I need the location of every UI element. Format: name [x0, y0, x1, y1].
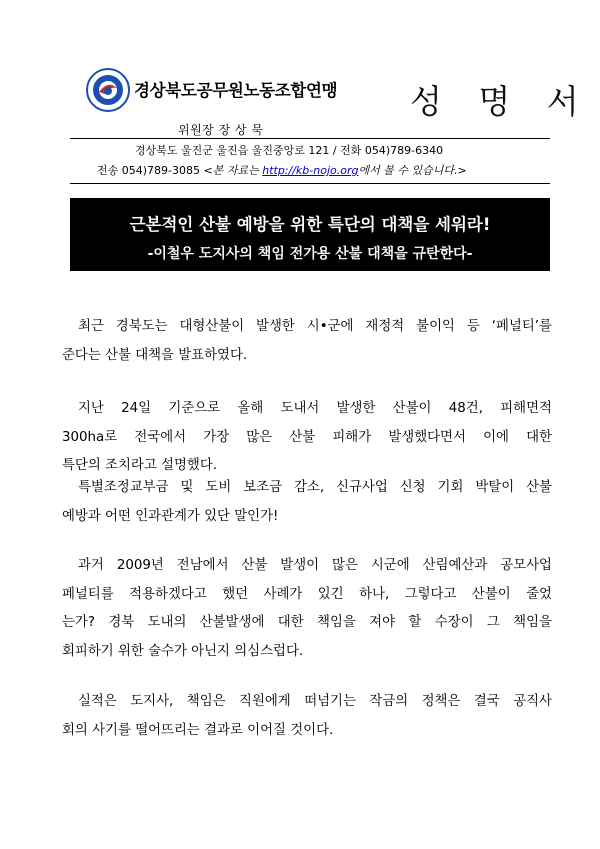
contact-line: [97, 162, 467, 178]
paragraph-line: 는가? 경북 도내의 산불발생에 대한 책임을 져야 할 수장이 그 책임을: [62, 615, 552, 630]
document-title: 성 명 서: [410, 82, 592, 121]
paragraph-line: 300ha로 전국에서 가장 많은 산불 피해가 발생했다면서 이에 대한: [62, 429, 552, 445]
fax-number: 전송 054)789-3085: [97, 164, 200, 177]
paragraph-line: 특별조정교부금 및 도비 보조금 감소, 신규사업 신청 기회 박탈이 산불: [78, 480, 552, 495]
paragraph-line: 준다는 산불 대책을 발표하였다.: [62, 347, 248, 363]
paragraph-line: 지난 24일 기준으로 올해 도내서 발생한 산불이 48건, 피해면적: [78, 401, 552, 416]
source-suffix: 에서 볼 수 있습니다.>: [358, 164, 467, 177]
paragraph-2: [62, 395, 552, 481]
union-logo: [86, 68, 130, 112]
source-link[interactable]: http://kb-nojo.org: [262, 164, 359, 177]
paragraph-line: 예방과 어떤 인과관계가 있단 말인가!: [62, 508, 279, 524]
paragraph-line: 과거 2009년 전남에서 산불 발생이 많은 시군에 산림예산과 공모사업: [78, 558, 552, 573]
subheadline: -이철우 도지사의 책임 전가용 산불 대책을 규탄한다-: [147, 246, 473, 262]
chairperson: 위원장 장 상 묵: [178, 123, 264, 137]
paragraph-line: 실적은 도지사, 책임은 직원에게 떠넘기는 작금의 정책은 결국 공직사: [78, 694, 552, 709]
paragraph-line: 회피하기 위한 술수가 아닌지 의심스럽다.: [62, 643, 304, 659]
headline: 근본적인 산불 예방을 위한 특단의 대책을 세워라!: [129, 215, 491, 234]
header-divider-top: [70, 138, 550, 139]
paragraph-line: 페널티를 적용하겠다고 했던 사례가 있긴 하나, 그렇다고 산불이 줄었: [62, 586, 552, 602]
paragraph-line: 회의 사기를 떨어뜨리는 결과로 이어질 것이다.: [62, 722, 334, 738]
paragraph-3: [62, 474, 552, 531]
header-divider-bottom: [70, 183, 550, 184]
source-prefix: <본 자료는: [203, 164, 263, 177]
paragraph-1: [62, 313, 552, 370]
paragraph-4: [62, 552, 552, 666]
headline-banner: [70, 198, 550, 271]
org-name: 경상북도공무원노동조합연맹: [134, 81, 338, 100]
address-line: 경상북도 울진군 울진읍 울진중앙로 121 / 전화 054)789-6340: [135, 144, 444, 157]
paragraph-5: [62, 688, 552, 745]
paragraph-line: 최근 경북도는 대형산불이 발생한 시•군에 재정적 불이익 등 ‘페널티’를: [78, 319, 552, 334]
paragraph-line: 특단의 조치라고 설명했다.: [62, 458, 218, 473]
